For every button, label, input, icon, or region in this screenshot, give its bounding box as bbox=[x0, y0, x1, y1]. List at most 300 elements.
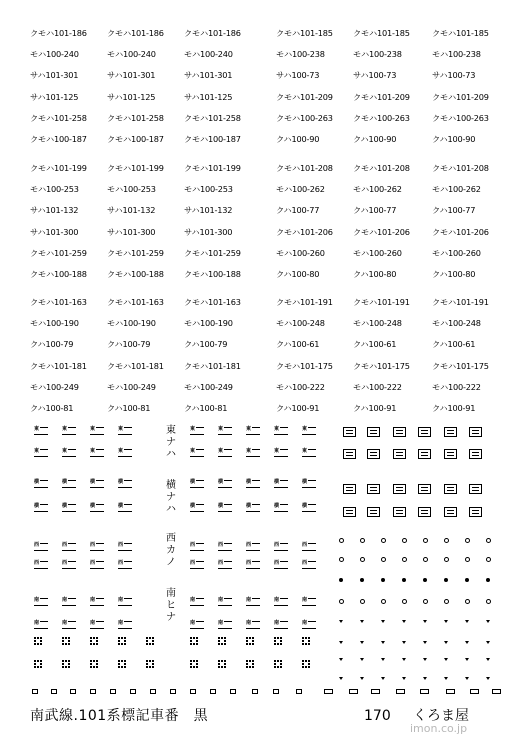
plate-dot bbox=[274, 660, 276, 662]
depot-mark-glyph: 西 bbox=[62, 560, 68, 566]
depot-mark-line bbox=[218, 487, 232, 488]
car-number-label: モハ100-248 bbox=[353, 318, 402, 328]
car-number-label: クモハ100-188 bbox=[107, 269, 164, 279]
depot-mark-line bbox=[196, 427, 204, 428]
depot-mark-line bbox=[252, 598, 260, 599]
triangle-mark bbox=[339, 620, 343, 623]
depot-mark-line bbox=[274, 456, 288, 457]
depot-mark-line bbox=[252, 504, 260, 505]
depot-mark-line bbox=[68, 504, 76, 505]
x-mark bbox=[252, 689, 258, 694]
plate-dot bbox=[218, 660, 220, 662]
plate-line bbox=[472, 487, 479, 488]
car-number-label: クハ100-81 bbox=[184, 403, 228, 413]
plate-dot bbox=[152, 663, 154, 665]
depot-mark-glyph: 横 bbox=[62, 503, 68, 509]
plate-dot bbox=[34, 640, 36, 642]
sheet-title: 南武線.101系標記車番 黒 bbox=[30, 708, 209, 724]
depot-mark-line bbox=[302, 434, 316, 435]
depot-mark-line bbox=[308, 427, 316, 428]
car-number-label: モハ100-253 bbox=[107, 184, 156, 194]
depot-mark-line bbox=[190, 456, 204, 457]
plate-mark bbox=[62, 660, 71, 669]
triangle-mark bbox=[360, 620, 364, 623]
depot-mark-line bbox=[196, 598, 204, 599]
plate-dot bbox=[146, 663, 148, 665]
depot-mark-line bbox=[124, 543, 132, 544]
plate-dot bbox=[62, 660, 64, 662]
car-number-label: クハ100-77 bbox=[432, 205, 476, 215]
plate-dot bbox=[40, 666, 42, 668]
plate-dot bbox=[218, 666, 220, 668]
plate-dot bbox=[34, 637, 36, 639]
car-number-label: クモハ101-181 bbox=[184, 361, 241, 371]
plate-box bbox=[393, 507, 406, 517]
car-number-label: クモハ101-206 bbox=[432, 227, 489, 237]
circle-mark bbox=[360, 538, 365, 543]
depot-mark-line bbox=[196, 543, 204, 544]
circle-mark bbox=[402, 538, 407, 543]
depot-mark-line bbox=[118, 550, 132, 551]
depot-mark-line bbox=[252, 480, 260, 481]
plate-dot bbox=[118, 643, 120, 645]
car-number-label: サハ100-73 bbox=[276, 70, 320, 80]
plate-dot bbox=[96, 637, 98, 639]
plate-dot bbox=[96, 643, 98, 645]
circle-mark bbox=[381, 599, 386, 604]
plate-dot bbox=[40, 640, 42, 642]
depot-mark-line bbox=[218, 628, 232, 629]
plate-dot bbox=[193, 643, 195, 645]
circle-mark bbox=[465, 557, 470, 562]
car-number-label: クモハ101-191 bbox=[276, 297, 333, 307]
car-number-label: クモハ101-259 bbox=[107, 248, 164, 258]
plate-mark bbox=[146, 637, 155, 646]
triangle-mark bbox=[486, 641, 490, 644]
plate-dot bbox=[34, 643, 36, 645]
car-number-label: クモハ101-258 bbox=[184, 113, 241, 123]
depot-mark-line bbox=[246, 628, 260, 629]
triangle-mark bbox=[423, 620, 427, 623]
plate-dot bbox=[224, 637, 226, 639]
x-mark bbox=[446, 689, 455, 694]
depot-label: 西カノ bbox=[166, 533, 176, 568]
depot-mark-line bbox=[280, 621, 288, 622]
depot-mark-glyph: 南 bbox=[90, 597, 96, 603]
plate-dot bbox=[246, 643, 248, 645]
car-number-label: クハ100-79 bbox=[184, 339, 228, 349]
triangle-mark bbox=[444, 677, 448, 680]
plate-dot bbox=[302, 637, 304, 639]
car-number-label: クハ100-90 bbox=[276, 134, 320, 144]
plate-dot bbox=[68, 643, 70, 645]
circle-mark bbox=[465, 538, 470, 543]
plate-line bbox=[346, 490, 353, 491]
depot-mark-line bbox=[90, 628, 104, 629]
depot-mark-line bbox=[274, 568, 288, 569]
plate-dot bbox=[249, 666, 251, 668]
circle-mark bbox=[486, 538, 491, 543]
depot-mark-glyph: 横 bbox=[62, 479, 68, 485]
plate-dot bbox=[90, 666, 92, 668]
plate-dot bbox=[308, 640, 310, 642]
plate-dot bbox=[121, 666, 123, 668]
plate-dot bbox=[96, 640, 98, 642]
depot-mark-line bbox=[124, 561, 132, 562]
plate-dot bbox=[221, 643, 223, 645]
car-number-label: クモハ101-186 bbox=[184, 28, 241, 38]
car-number-label: クモハ101-209 bbox=[353, 92, 410, 102]
car-number-label: モハ100-190 bbox=[30, 318, 79, 328]
plate-dot bbox=[65, 660, 67, 662]
plate-dot bbox=[118, 666, 120, 668]
x-mark bbox=[110, 689, 116, 694]
plate-dot bbox=[280, 666, 282, 668]
depot-mark-glyph: 横 bbox=[90, 479, 96, 485]
car-number-label: クモハ101-181 bbox=[30, 361, 87, 371]
plate-line bbox=[472, 433, 479, 434]
plate-dot bbox=[62, 663, 64, 665]
depot-mark-glyph: 東 bbox=[218, 448, 224, 454]
depot-mark-line bbox=[118, 568, 132, 569]
depot-mark-glyph: 西 bbox=[302, 542, 308, 548]
plate-dot bbox=[305, 637, 307, 639]
plate-dot bbox=[252, 660, 254, 662]
car-number-label: クモハ100-187 bbox=[184, 134, 241, 144]
depot-mark-line bbox=[68, 543, 76, 544]
plate-dot bbox=[65, 637, 67, 639]
depot-mark-line bbox=[96, 561, 104, 562]
depot-mark-line bbox=[96, 543, 104, 544]
depot-mark-glyph: 南 bbox=[218, 620, 224, 626]
x-mark bbox=[396, 689, 405, 694]
plate-dot bbox=[252, 643, 254, 645]
depot-mark-glyph: 南 bbox=[246, 620, 252, 626]
plate-box bbox=[343, 449, 356, 459]
depot-mark-line bbox=[302, 487, 316, 488]
car-number-label: モハ100-240 bbox=[107, 49, 156, 59]
depot-mark-line bbox=[280, 427, 288, 428]
depot-mark-line bbox=[224, 480, 232, 481]
plate-dot bbox=[65, 643, 67, 645]
circle-mark bbox=[360, 557, 365, 562]
depot-mark-line bbox=[34, 511, 48, 512]
x-mark bbox=[371, 689, 380, 694]
depot-mark-glyph: 横 bbox=[302, 503, 308, 509]
car-number-label: クハ100-77 bbox=[353, 205, 397, 215]
plate-line bbox=[421, 433, 428, 434]
plate-dot bbox=[90, 663, 92, 665]
depot-mark-line bbox=[34, 487, 48, 488]
plate-dot bbox=[221, 666, 223, 668]
plate-box bbox=[367, 449, 380, 459]
plate-line bbox=[370, 490, 377, 491]
plate-dot bbox=[193, 637, 195, 639]
circle-mark bbox=[423, 599, 428, 604]
plate-line bbox=[447, 487, 454, 488]
depot-mark-glyph: 横 bbox=[90, 503, 96, 509]
plate-dot bbox=[302, 640, 304, 642]
car-number-label: サハ100-73 bbox=[432, 70, 476, 80]
plate-line bbox=[370, 430, 377, 431]
plate-dot bbox=[124, 663, 126, 665]
car-number-label: サハ101-301 bbox=[30, 70, 79, 80]
plate-dot bbox=[68, 663, 70, 665]
triangle-mark bbox=[486, 677, 490, 680]
depot-mark-line bbox=[118, 511, 132, 512]
plate-dot bbox=[65, 666, 67, 668]
depot-mark-glyph: 横 bbox=[118, 479, 124, 485]
car-number-label: クモハ101-185 bbox=[432, 28, 489, 38]
car-number-label: サハ101-125 bbox=[107, 92, 156, 102]
depot-mark-line bbox=[90, 605, 104, 606]
plate-dot bbox=[149, 643, 151, 645]
plate-box bbox=[469, 484, 482, 494]
plate-line bbox=[472, 452, 479, 453]
depot-mark-line bbox=[124, 427, 132, 428]
car-number-label: クモハ101-209 bbox=[432, 92, 489, 102]
plate-line bbox=[396, 490, 403, 491]
plate-line bbox=[472, 490, 479, 491]
depot-mark-line bbox=[62, 605, 76, 606]
x-mark bbox=[51, 689, 57, 694]
plate-line bbox=[472, 430, 479, 431]
plate-dot bbox=[152, 660, 154, 662]
depot-mark-line bbox=[224, 504, 232, 505]
depot-mark-line bbox=[246, 511, 260, 512]
car-number-label: クモハ101-163 bbox=[184, 297, 241, 307]
depot-mark-glyph: 東 bbox=[218, 426, 224, 432]
plate-dot bbox=[152, 637, 154, 639]
car-number-label: サハ101-132 bbox=[107, 205, 156, 215]
depot-mark-glyph: 西 bbox=[118, 560, 124, 566]
car-number-label: クモハ100-187 bbox=[30, 134, 87, 144]
depot-mark-line bbox=[34, 550, 48, 551]
depot-mark-glyph: 横 bbox=[190, 479, 196, 485]
triangle-mark bbox=[486, 658, 490, 661]
depot-mark-line bbox=[224, 449, 232, 450]
triangle-mark bbox=[402, 620, 406, 623]
plate-dot bbox=[277, 666, 279, 668]
plate-line bbox=[396, 433, 403, 434]
plate-dot bbox=[190, 666, 192, 668]
depot-mark-line bbox=[34, 434, 48, 435]
plate-mark bbox=[190, 660, 199, 669]
plate-dot bbox=[96, 660, 98, 662]
plate-dot bbox=[274, 640, 276, 642]
plate-dot bbox=[193, 660, 195, 662]
x-mark bbox=[349, 689, 358, 694]
depot-mark-line bbox=[34, 628, 48, 629]
triangle-mark bbox=[444, 658, 448, 661]
car-number-label: モハ100-253 bbox=[184, 184, 233, 194]
plate-dot bbox=[305, 643, 307, 645]
plate-dot bbox=[308, 643, 310, 645]
depot-mark-line bbox=[218, 456, 232, 457]
circle-mark bbox=[465, 599, 470, 604]
depot-mark-line bbox=[118, 605, 132, 606]
car-number-label: モハ100-260 bbox=[276, 248, 325, 258]
car-number-label: モハ100-238 bbox=[353, 49, 402, 59]
plate-dot bbox=[196, 660, 198, 662]
plate-dot bbox=[152, 640, 154, 642]
plate-line bbox=[472, 455, 479, 456]
car-number-label: クモハ101-259 bbox=[30, 248, 87, 258]
car-number-label: クモハ100-188 bbox=[30, 269, 87, 279]
circle-mark bbox=[402, 599, 407, 604]
depot-mark-glyph: 南 bbox=[274, 597, 280, 603]
plate-dot bbox=[149, 660, 151, 662]
plate-dot bbox=[193, 666, 195, 668]
plate-line bbox=[447, 430, 454, 431]
plate-dot bbox=[40, 663, 42, 665]
plate-dot bbox=[277, 637, 279, 639]
circle-mark bbox=[423, 557, 428, 562]
plate-line bbox=[421, 430, 428, 431]
depot-mark-line bbox=[280, 480, 288, 481]
plate-dot bbox=[37, 637, 39, 639]
depot-mark-line bbox=[40, 504, 48, 505]
car-number-label: モハ100-248 bbox=[276, 318, 325, 328]
depot-mark-line bbox=[90, 434, 104, 435]
depot-mark-line bbox=[118, 456, 132, 457]
car-number-label: クハ100-77 bbox=[276, 205, 320, 215]
depot-mark-line bbox=[96, 449, 104, 450]
depot-mark-glyph: 東 bbox=[246, 448, 252, 454]
plate-dot bbox=[146, 640, 148, 642]
car-number-label: クモハ101-208 bbox=[353, 163, 410, 173]
triangle-mark bbox=[402, 658, 406, 661]
depot-mark-line bbox=[40, 427, 48, 428]
depot-mark-line bbox=[252, 543, 260, 544]
car-number-label: クハ100-91 bbox=[353, 403, 397, 413]
depot-mark-line bbox=[124, 621, 132, 622]
plate-line bbox=[421, 455, 428, 456]
car-number-label: サハ101-125 bbox=[184, 92, 233, 102]
plate-dot bbox=[124, 643, 126, 645]
car-number-label: モハ100-222 bbox=[353, 382, 402, 392]
car-number-label: モハ100-238 bbox=[276, 49, 325, 59]
plate-mark bbox=[90, 660, 99, 669]
car-number-label: モハ100-262 bbox=[276, 184, 325, 194]
depot-mark-line bbox=[40, 598, 48, 599]
plate-line bbox=[346, 455, 353, 456]
plate-dot bbox=[274, 666, 276, 668]
plate-dot bbox=[34, 660, 36, 662]
depot-mark-glyph: 西 bbox=[246, 560, 252, 566]
depot-mark-line bbox=[34, 605, 48, 606]
x-mark bbox=[470, 689, 479, 694]
triangle-mark bbox=[444, 641, 448, 644]
triangle-mark bbox=[339, 658, 343, 661]
depot-mark-line bbox=[246, 568, 260, 569]
plate-line bbox=[370, 513, 377, 514]
plate-dot bbox=[252, 666, 254, 668]
plate-line bbox=[447, 490, 454, 491]
depot-mark-glyph: 南 bbox=[190, 620, 196, 626]
car-number-label: クハ100-91 bbox=[276, 403, 320, 413]
depot-mark-line bbox=[308, 449, 316, 450]
plate-dot bbox=[246, 640, 248, 642]
circle-mark bbox=[339, 557, 344, 562]
plate-dot bbox=[37, 643, 39, 645]
triangle-mark bbox=[465, 677, 469, 680]
car-number-label: モハ100-249 bbox=[30, 382, 79, 392]
depot-mark-glyph: 東 bbox=[246, 426, 252, 432]
depot-mark-line bbox=[190, 605, 204, 606]
plate-dot bbox=[68, 637, 70, 639]
depot-mark-line bbox=[96, 598, 104, 599]
plate-line bbox=[396, 510, 403, 511]
depot-mark-glyph: 南 bbox=[62, 597, 68, 603]
depot-mark-line bbox=[68, 598, 76, 599]
car-number-label: サハ101-132 bbox=[30, 205, 79, 215]
plate-mark bbox=[118, 660, 127, 669]
plate-dot bbox=[90, 660, 92, 662]
depot-mark-line bbox=[246, 550, 260, 551]
depot-mark-line bbox=[196, 561, 204, 562]
depot-mark-glyph: 東 bbox=[274, 426, 280, 432]
depot-mark-line bbox=[224, 543, 232, 544]
circle-mark bbox=[486, 578, 490, 582]
depot-mark-line bbox=[252, 561, 260, 562]
car-number-label: モハ100-222 bbox=[276, 382, 325, 392]
depot-mark-line bbox=[252, 427, 260, 428]
x-mark bbox=[420, 689, 429, 694]
car-number-label: クモハ101-208 bbox=[432, 163, 489, 173]
plate-line bbox=[447, 455, 454, 456]
plate-line bbox=[447, 510, 454, 511]
depot-mark-glyph: 横 bbox=[34, 503, 40, 509]
plate-line bbox=[370, 487, 377, 488]
depot-mark-line bbox=[218, 511, 232, 512]
depot-mark-line bbox=[40, 543, 48, 544]
car-number-label: クハ100-61 bbox=[276, 339, 320, 349]
plate-box bbox=[444, 484, 457, 494]
plate-dot bbox=[62, 666, 64, 668]
plate-box bbox=[469, 507, 482, 517]
car-number-label: サハ101-301 bbox=[184, 70, 233, 80]
depot-mark-line bbox=[308, 621, 316, 622]
depot-mark-line bbox=[96, 621, 104, 622]
plate-line bbox=[346, 452, 353, 453]
triangle-mark bbox=[402, 641, 406, 644]
depot-mark-glyph: 西 bbox=[190, 542, 196, 548]
depot-mark-line bbox=[62, 568, 76, 569]
depot-mark-line bbox=[190, 550, 204, 551]
plate-line bbox=[396, 487, 403, 488]
depot-mark-line bbox=[302, 511, 316, 512]
plate-dot bbox=[93, 666, 95, 668]
plate-dot bbox=[224, 643, 226, 645]
car-number-label: クモハ101-186 bbox=[107, 28, 164, 38]
plate-dot bbox=[224, 663, 226, 665]
x-mark bbox=[170, 689, 176, 694]
circle-mark bbox=[423, 538, 428, 543]
car-number-label: サハ100-73 bbox=[353, 70, 397, 80]
plate-box bbox=[418, 449, 431, 459]
plate-dot bbox=[308, 663, 310, 665]
depot-mark-glyph: 南 bbox=[274, 620, 280, 626]
depot-mark-glyph: 西 bbox=[190, 560, 196, 566]
plate-dot bbox=[308, 637, 310, 639]
plate-dot bbox=[196, 666, 198, 668]
depot-mark-glyph: 西 bbox=[274, 542, 280, 548]
plate-dot bbox=[218, 643, 220, 645]
plate-dot bbox=[221, 660, 223, 662]
plate-box bbox=[393, 449, 406, 459]
plate-dot bbox=[40, 643, 42, 645]
